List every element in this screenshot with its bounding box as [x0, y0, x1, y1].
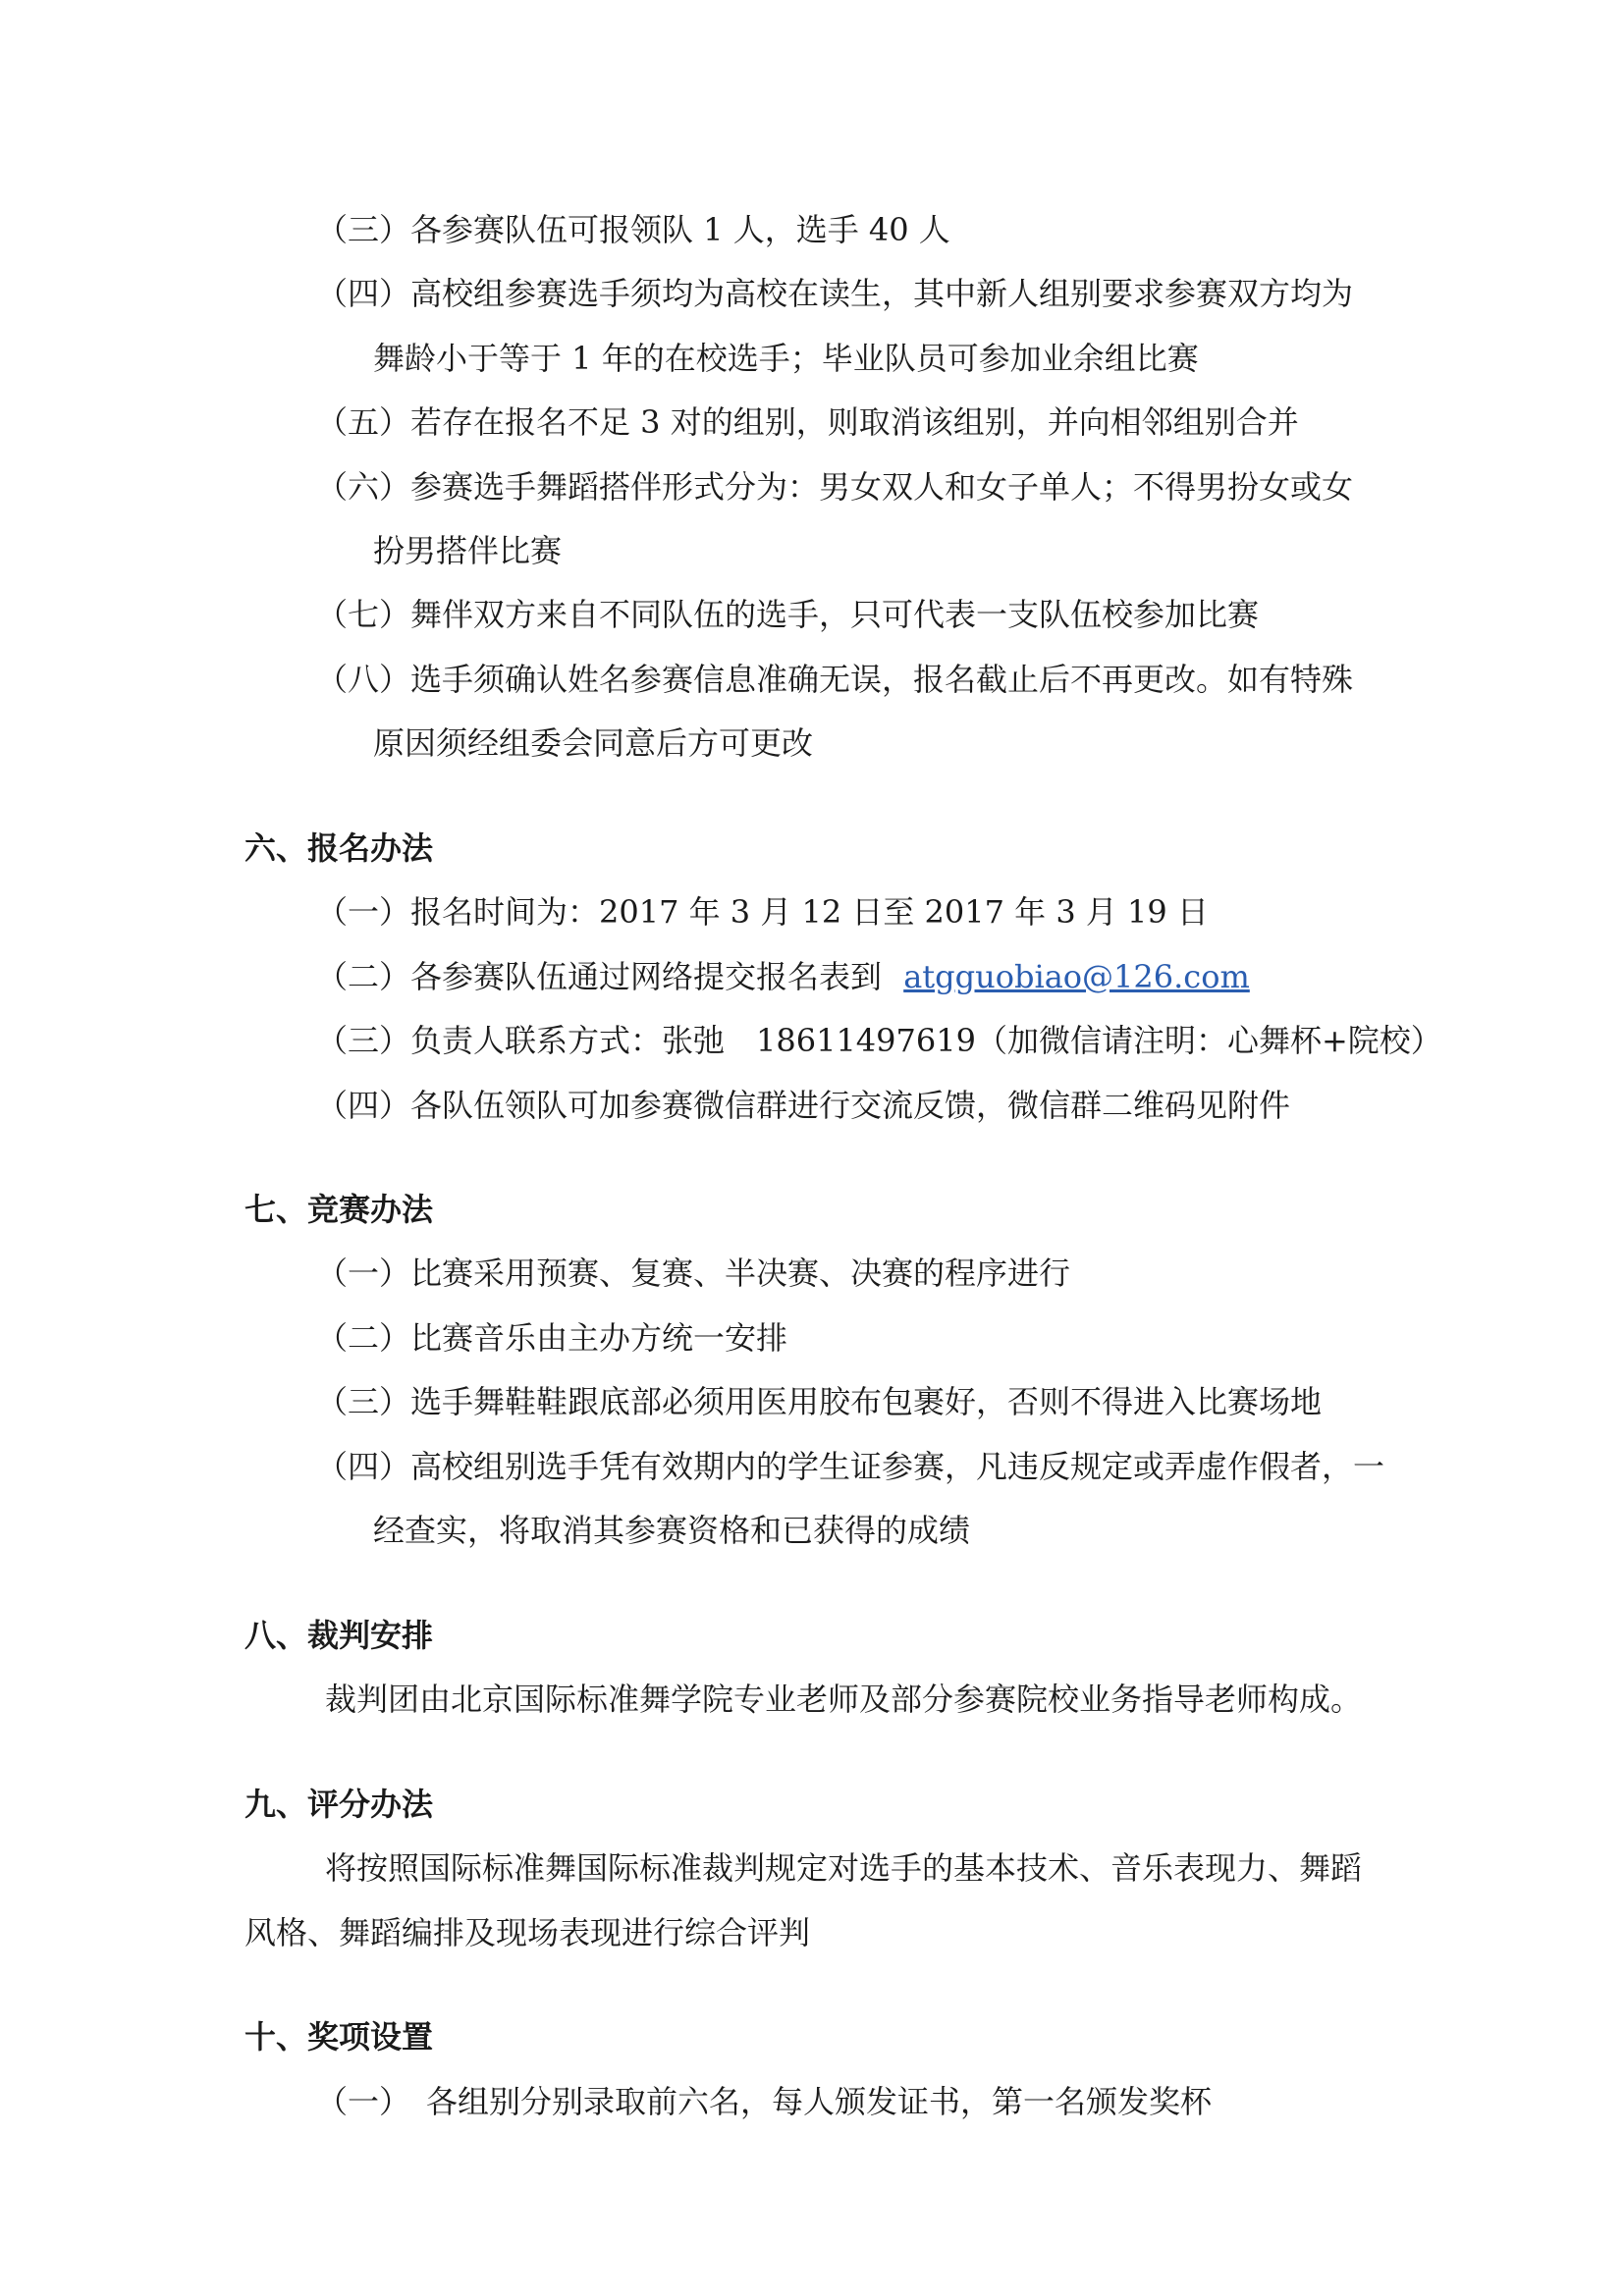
rule-7: （七）舞伴双方来自不同队伍的选手，只可代表一支队伍校参加比赛	[316, 596, 1260, 633]
awards-1: （一） 各组别分别录取前六名，每人颁发证书，第一名颁发奖杯	[316, 2083, 1213, 2120]
judges-paragraph: 裁判团由北京国际标准舞学院专业老师及部分参赛院校业务指导老师构成。	[325, 1681, 1363, 1718]
registration-submit-text: （二）各参赛队伍通过网络提交报名表到	[316, 958, 883, 995]
rule-8: （八）选手须确认姓名参赛信息准确无误，报名截止后不再更改。如有特殊	[316, 661, 1354, 698]
rule-5: （五）若存在报名不足 3 对的组别，则取消该组别，并向相邻组别合并	[316, 403, 1299, 441]
rule-6: （六）参赛选手舞蹈搭伴形式分为：男女双人和女子单人；不得男扮女或女	[316, 468, 1354, 506]
email-link[interactable]: atgguobiao@126.com	[903, 958, 1250, 995]
competition-4-cont: 经查实，将取消其参赛资格和已获得的成绩	[373, 1512, 971, 1549]
competition-2: （二）比赛音乐由主办方统一安排	[316, 1319, 788, 1357]
competition-4: （四）高校组别选手凭有效期内的学生证参赛，凡违反规定或弄虚作假者，一	[316, 1448, 1385, 1485]
competition-3: （三）选手舞鞋鞋跟底部必须用医用胶布包裹好，否则不得进入比赛场地	[316, 1383, 1323, 1420]
rule-3: （三）各参赛队伍可报领队 1 人，选手 40 人	[316, 211, 950, 248]
rule-4: （四）高校组参赛选手须均为高校在读生，其中新人组别要求参赛双方均为	[316, 275, 1354, 312]
registration-submit	[316, 957, 1250, 996]
scoring-paragraph-cont: 风格、舞蹈编排及现场表现进行综合评判	[244, 1914, 811, 1951]
competition-1: （一）比赛采用预赛、复赛、半决赛、决赛的程序进行	[316, 1255, 1071, 1292]
rule-8-cont: 原因须经组委会同意后方可更改	[373, 724, 814, 762]
registration-wechat: （四）各队伍领队可加参赛微信群进行交流反馈，微信群二维码见附件	[316, 1087, 1291, 1124]
section-title-registration: 六、报名办法	[244, 829, 434, 867]
section-title-scoring: 九、评分办法	[244, 1786, 434, 1823]
section-title-awards: 十、奖项设置	[244, 2018, 434, 2056]
rule-4-cont: 舞龄小于等于 1 年的在校选手；毕业队员可参加业余组比赛	[373, 340, 1199, 377]
registration-contact: （三）负责人联系方式：张弛 18611497619（加微信请注明：心舞杯+院校）	[316, 1022, 1442, 1059]
registration-time: （一）报名时间为：2017 年 3 月 12 日至 2017 年 3 月 19 日	[316, 893, 1209, 931]
section-title-competition: 七、竞赛办法	[244, 1191, 434, 1228]
rule-6-cont: 扮男搭伴比赛	[373, 532, 563, 569]
section-title-judges: 八、裁判安排	[244, 1617, 434, 1654]
scoring-paragraph: 将按照国际标准舞国际标准裁判规定对选手的基本技术、音乐表现力、舞蹈	[325, 1849, 1363, 1887]
